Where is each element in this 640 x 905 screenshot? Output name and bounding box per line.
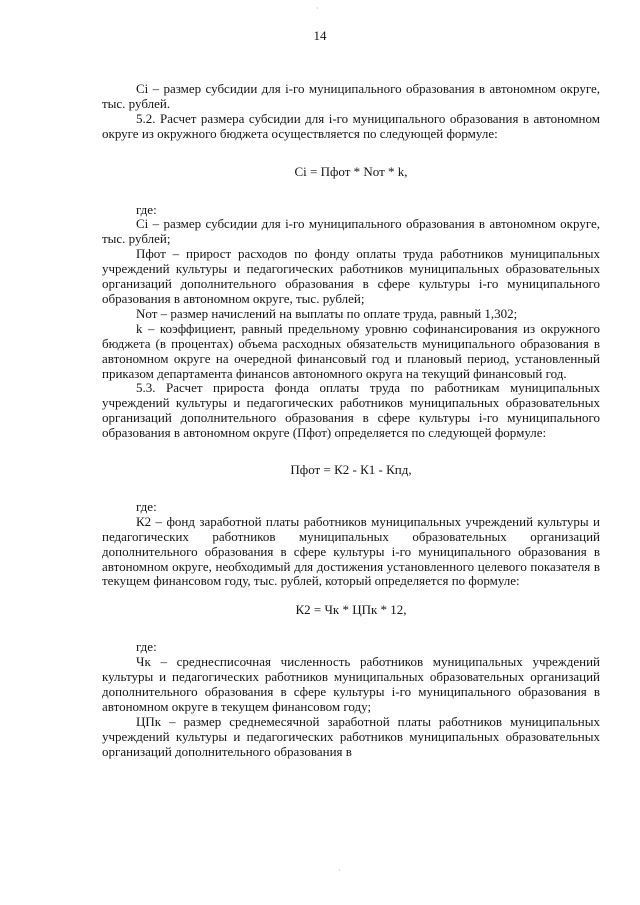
definition-chk: Чк – среднесписочная численность работников муниципальных учреждений культуры и педагогических работников муниципальных образовательных организаций дополнительного образования в сфере культуры i-го муниципального образования в автономном округе в текущем финансовом году;	[102, 654, 600, 714]
paragraph-ci-definition: Ci – размер субсидии для i-го муниципального образования в автономном округе, тыс. рублей.	[102, 81, 600, 111]
definition-ci: Ci – размер субсидии для i-го муниципального образования в автономном округе, тыс. рублей;	[102, 216, 600, 247]
definition-k2: К2 – фонд заработной платы работников муниципальных учреждений культуры и педагогических работников муниципальных образовательных организаций дополнительного образования в сфере культуры i-го муниципального образования в автономном округе, необходимый для достижения установленного целевого показателя в текущем финансовом году, тыс. рублей, который определяется по формуле:	[102, 513, 600, 589]
paragraph-5-2: 5.2. Расчет размера субсидии для i-го муниципального образования в автономном округе из окружного бюджета осуществляется по следующей формуле:	[102, 110, 600, 141]
definition-not: Nот – размер начислений на выплаты по оплате труда, равный 1,302;	[136, 305, 518, 321]
formula-k2: К2 = Чк * ЦПк * 12,	[295, 602, 407, 618]
scan-dot: ·	[338, 866, 341, 875]
paragraph-5-3: 5.3. Расчет прироста фонда оплаты труда по работникам муниципальных учреждений культуры и педагогических работников муниципальных образовательных организаций дополнительного образования в сфере культуры i-го муниципального образования в автономном округе (Пфот) определяется по следующей формуле:	[102, 380, 600, 441]
definition-k: k – коэффициент, равный предельному уровню софинансирования из окружного бюджета (в процентах) объема расходных обязательств муниципального образования в автономном округе на очередной финансовый год и плановый период, установленный приказом департамента финансов автономного округа на текущий финансовый год.	[102, 320, 600, 381]
page-number: 14	[313, 28, 327, 43]
where-label: где:	[136, 639, 157, 655]
definition-pfot: Пфот – прирост расходов по фонду оплаты труда работников муниципальных учреждений культуры и педагогических работников муниципальных образовательных организаций дополнительного образования в сфере культуры i-го муниципального образования в автономном округе, тыс. рублей;	[102, 246, 600, 306]
formula-pfot: Пфот = К2 - К1 - Кпд,	[290, 462, 412, 478]
where-label: где:	[136, 201, 157, 217]
page-body	[102, 82, 600, 760]
definition-tspk: ЦПк – размер среднемесячной заработной платы работников муниципальных учреждений культуры и педагогических работников муниципальных образовательных организаций дополнительного образования в	[102, 713, 600, 759]
formula-ci: Ci = Пфот * Nот * k,	[294, 163, 408, 179]
where-label: где:	[136, 498, 157, 514]
scan-dot: ·	[316, 4, 319, 13]
